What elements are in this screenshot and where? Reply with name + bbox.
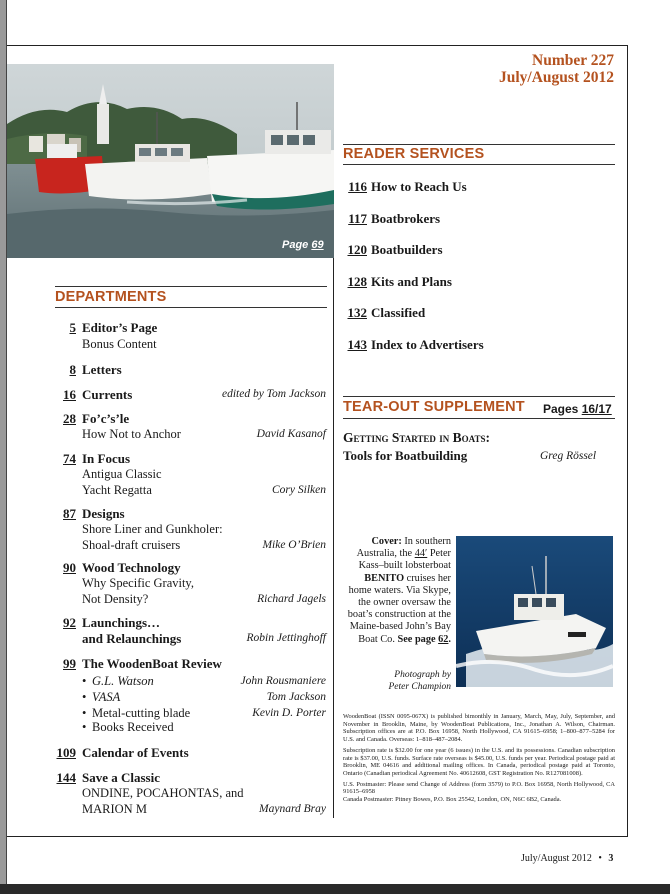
reader-services-rule-bottom	[343, 164, 615, 165]
departments-rule-top	[55, 286, 327, 287]
dept-author: Richard Jagels	[257, 593, 326, 605]
rs-title: How to Reach Us	[371, 179, 467, 194]
rs-page-number[interactable]: 132	[347, 305, 367, 320]
review-bullet: •	[82, 706, 87, 720]
footer-page-number: 3	[608, 853, 614, 864]
rs-title: Classified	[371, 305, 426, 320]
rs-page-number[interactable]: 120	[347, 242, 367, 257]
dept-title: Fo’c’s’le	[82, 411, 130, 426]
photo-page-number[interactable]: 69	[311, 239, 324, 251]
cover-label: Cover:	[371, 536, 402, 547]
rs-title: Boatbuilders	[371, 242, 443, 257]
dept-author: Maynard Bray	[259, 803, 326, 815]
departments-rule-bottom	[55, 307, 327, 308]
review-label: VASA	[92, 690, 121, 704]
cover-boat-length: 44′	[414, 548, 428, 560]
tearout-rule-bottom	[343, 418, 615, 419]
cover-boat-name: BENITO	[364, 572, 405, 584]
cover-text-2: Peter Kass–built lobsterboat	[358, 548, 451, 572]
dept-subtitle: Shoal-draft cruisers	[82, 538, 181, 552]
right-rule	[627, 45, 628, 837]
publication-fine-print	[343, 713, 615, 807]
fine-print-paragraph: Canada Postmaster: Pitney Bowes, P.O. Box 25542, London, ON, N6C 6B2, Canada.	[343, 796, 562, 804]
dept-title: Calendar of Events	[82, 745, 189, 760]
dept-subtitle: Bonus Content	[82, 337, 157, 351]
review-label: Books Received	[92, 720, 174, 734]
dept-page-number[interactable]: 99	[63, 656, 76, 671]
issue-date: July/August 2012	[499, 69, 614, 86]
feature-photo-lobsterboats	[7, 64, 334, 258]
cover-text-1: In southern Australia, the	[356, 536, 451, 560]
fine-print-paragraph: U.S. Postmaster: Please send Change of Address (form 3579) to P.O. Box 16958, North Hollywood, CA 91615–6958	[343, 780, 615, 796]
cover-see-label: See page	[397, 633, 436, 645]
reader-services-heading: READER SERVICES	[343, 146, 485, 162]
review-label: G.L. Watson	[92, 674, 154, 688]
review-label: Metal-cutting blade	[92, 706, 191, 720]
dept-title: Save a Classic	[82, 770, 160, 785]
dept-author: Cory Silken	[272, 484, 326, 496]
cover-see-page-number[interactable]: 62	[438, 633, 449, 645]
dept-subtitle: MARION M	[82, 802, 147, 816]
rs-page-number[interactable]: 117	[348, 211, 367, 226]
dept-author: Mike O’Brien	[262, 539, 326, 551]
issue-info	[499, 52, 614, 86]
dept-title: Launchings…	[82, 615, 161, 630]
dept-title: Designs	[82, 506, 125, 521]
supplement-title: Getting Started in Boats:	[343, 430, 491, 445]
tearout-pages[interactable]	[543, 402, 612, 416]
review-author: John Rousmaniere	[240, 675, 326, 687]
dept-subtitle: Why Specific Gravity,	[82, 576, 194, 590]
dept-author: Robin Jettinghoff	[246, 632, 326, 644]
cover-text-3: cruises her home waters. Via Skype, the owner oversaw the boat’s construction at the Maine-based John’s Bay Boat Co.	[347, 572, 451, 645]
photo-page-prefix: Page	[282, 239, 309, 251]
rs-title: Boatbrokers	[371, 211, 441, 226]
tearout-heading: TEAR-OUT SUPPLEMENT	[343, 399, 525, 415]
review-bullet: •	[82, 674, 87, 688]
dept-title: Currents	[82, 387, 133, 402]
supplement-subtitle: Tools for Boatbuilding	[343, 448, 468, 463]
dept-page-number[interactable]: 16	[63, 387, 76, 402]
footer-date: July/August 2012	[521, 853, 592, 864]
fine-print-paragraph: WoodenBoat (ISSN 0095-067X) is published bimonthly in January, March, May, July, September, and November in Brooklin, Maine, by WoodenBoat Publications, Inc., Jonathan A. Wilson, Chairman. Subscription offices are at P.O. Box 16958, North Hollywood, CA 91615–6958; 1–800–877–5284 for U.S. and Canada. Overseas: 1–818–487–2084.	[343, 713, 615, 744]
dept-page-number[interactable]: 90	[63, 560, 76, 575]
tearout-rule-top	[343, 396, 615, 397]
rs-page-number[interactable]: 128	[347, 274, 367, 289]
dept-subtitle: How Not to Anchor	[82, 427, 181, 441]
dept-subtitle: ONDINE, POCAHONTAS, and	[82, 786, 244, 800]
cover-caption	[345, 536, 451, 646]
dept-title: Editor’s Page	[82, 320, 158, 335]
cover-photo-credit	[360, 670, 451, 693]
rs-title: Index to Advertisers	[371, 337, 484, 352]
page-bottom-bar	[0, 884, 670, 894]
dept-author: edited by Tom Jackson	[221, 388, 326, 400]
dept-page-number[interactable]: 5	[69, 320, 76, 335]
dept-page-number[interactable]: 109	[56, 745, 76, 760]
dept-page-number[interactable]: 74	[63, 451, 76, 466]
photo-page-reference[interactable]	[282, 239, 324, 251]
dept-subtitle: Not Density?	[82, 592, 149, 606]
dept-title-line2: and Relaunchings	[82, 631, 182, 646]
supplement-author: Greg Rössel	[540, 450, 597, 462]
dept-author: David Kasanof	[256, 428, 326, 440]
dept-subtitle: Shore Liner and Gunkholer:	[82, 522, 223, 536]
dept-page-number[interactable]: 92	[63, 615, 76, 630]
rs-title: Kits and Plans	[371, 274, 452, 289]
dept-page-number[interactable]: 8	[69, 362, 76, 377]
fine-print-paragraph: Subscription rate is $32.00 for one year (6 issues) in the U.S. and its possessions. Canadian subscription rate is $37.00, U.S. funds. Surface rate overseas is $45.00, U.S. funds per year. Periodical postage paid at Brooklin, ME 04616 and additional mailing offices. In Canada, periodical postage paid at Toronto, Ontario (Canadian periodical Agreement No. 40612608, GST Registration No. R127081008).	[343, 746, 615, 777]
tearout-pages-label: Pages	[543, 402, 579, 416]
tearout-pages-value[interactable]: 16/17	[581, 402, 612, 416]
benito-boat-illustration	[456, 536, 613, 687]
dept-subtitle: Antigua Classic	[82, 467, 162, 481]
page-footer	[521, 853, 613, 864]
footer-bullet: •	[598, 853, 602, 864]
review-author: Tom Jackson	[266, 691, 326, 703]
cover-credit-line2: Peter Champion	[388, 681, 451, 692]
dept-page-number[interactable]: 28	[63, 411, 76, 426]
review-bullet: •	[82, 690, 87, 704]
cover-photo-benito	[456, 536, 613, 687]
dept-page-number[interactable]: 144	[56, 770, 76, 785]
column-divider	[333, 258, 334, 818]
rs-page-number[interactable]: 116	[348, 179, 367, 194]
dept-title: In Focus	[82, 451, 131, 466]
dept-subtitle: Yacht Regatta	[82, 483, 152, 497]
reader-services-rule-top	[343, 144, 615, 145]
dept-title: The WoodenBoat Review	[82, 656, 222, 671]
dept-title: Wood Technology	[82, 560, 181, 575]
departments-heading: DEPARTMENTS	[55, 289, 167, 305]
review-bullet: •	[82, 720, 87, 734]
cover-credit-line1: Photograph by	[394, 670, 451, 680]
lobsterboats-illustration	[7, 64, 334, 258]
rs-page-number[interactable]: 143	[347, 337, 367, 352]
issue-number: Number 227	[532, 52, 614, 69]
dept-title: Letters	[82, 362, 122, 377]
review-author: Kevin D. Porter	[252, 707, 326, 719]
top-rule	[7, 45, 627, 46]
dept-page-number[interactable]: 87	[63, 506, 76, 521]
cover-see-page[interactable]: See page 62.	[397, 633, 451, 645]
bottom-rule	[7, 836, 628, 837]
